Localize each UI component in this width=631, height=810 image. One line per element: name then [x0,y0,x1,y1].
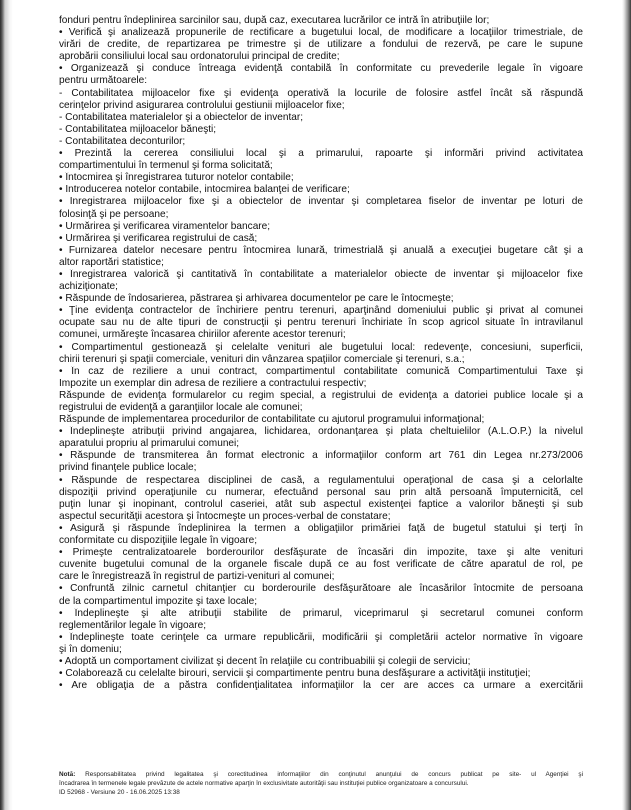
document-line: - Contabilitatea materialelor şi a obiectelor de inventar; [59,111,304,123]
document-line: • Înregistrarea valorică şi cantitativă în contabilitate a materialelor obiecte de inventar şi mijloacelor fixe [59,268,583,280]
document-line: fonduri pentru îndeplinirea sarcinilor sau, după caz, executarea lucrărilor ce intră în atribuţiile lor; [59,15,490,26]
document-line: • Prezintă la cererea consiliului local şi a primarului, rapoarte şi informări privind activitatea [59,148,583,160]
footer-note [59,770,583,797]
document-line: • Răspunde de respectarea disciplinei de casă, a regulamentului operaţional de casa şi a celorlalte [59,474,583,486]
document-line: • Colaborează cu celelalte birouri, servicii şi compartimente pentru buna desfăşurare a activităţii instituţiei; [59,668,531,680]
document-line: • Urmărirea şi verificarea viramentelor bancare; [59,220,271,232]
document-line: care le înregistrează în registrul de partizi-venituri al comunei; [59,571,335,583]
document-line: de la compartimentul impozite şi taxe locale; [59,595,258,607]
document-line: - Contabilitatea mijloacelor fixe şi evidenţa operativă la locurile de folosire astfel încât să răspundă [59,87,583,99]
document-line: virări de credite, de repartizarea pe trimestre şi de utilizare a fondului de rezervă, pe care le supune [59,39,583,51]
document-line: şi în domeniu; [59,643,122,655]
document-line: comunei, urmăreşte încasarea chiriilor aferente acestor terenuri; [59,329,346,341]
document-line: • Introducerea notelor contabile, intocmirea balanţei de verificare; [59,184,350,196]
document-line: compartimentului în termenul şi forma solicitată; [59,160,273,172]
document-line: • Îndeplineşte şi alte atribuţii stabilite de primarul, viceprimarul şi secretarul comunei conform [59,607,583,619]
document-line: • Organizează şi conduce întreaga evidenţă contabilă în conformitate cu prevederile legale în vigoare [59,63,583,75]
document-line: - Contabilitatea mijloacelor băneşti; [59,123,217,135]
document-line: • Ţine evidenţa contractelor de închiriere pentru terenuri, aparţinând domeniului public şi privat al comunei [59,305,583,317]
document-line: reglementărilor legale în vigoare; [59,619,207,631]
document-line: • Primeşte centralizatoarele borderourilor desfăşurate de încasări din impozite, taxe şi alte venituri [59,547,583,559]
document-line: conformitate cu dispoziţiile legale în vigoare; [59,535,258,547]
document-line: pentru următoarele: [59,75,148,87]
document-body [59,15,583,692]
document-line: • Adoptă un comportament civilizat şi decent în relaţiile cu contribuabilii şi colegii de serviciu; [59,655,471,667]
document-line: dispoziţii privind operaţiunile cu numerar, efectuând personal sau prin altă persoană împuternicită, cel [59,486,583,498]
document-line: • Îndeplineşte atribuţii privind angajarea, lichidarea, ordonanţarea şi plata cheltuielilor (A.L.O.P.) la nivelul [59,426,583,438]
document-line: • Furnizarea datelor necesare pentru întocmirea lunară, trimestrială şi anuală a execuţiei bugetare cât şi a [59,244,583,256]
document-line: • Inregistrarea mijloacelor fixe şi a obiectelor de inventar şi completarea fiselor de inventar pe loturi de [59,196,583,208]
footer-note-line-1 [59,770,583,779]
document-line: • Întocmirea şi înregistrarea tuturor notelor contabile; [59,172,294,184]
document-line: cuvenite bugetului comunal de la organele fiscale după ce au fost verificate de către aparatul de rol, pe [59,559,583,571]
document-line: chirii terenuri şi spaţii comerciale, venituri din vânzarea spaţiilor comerciale şi terenuri, s.a.; [59,353,465,365]
footer-note-line-2: încadrarea în termenele legale prevăzute de actele normative aparţin în exclusivitate autorităţii sau instituţiei publice organizatoare a concursului. [59,780,469,787]
document-line: ocupate sau nu de alte tipuri de construcţii şi pentru terenuri închiriate în scop agricol situate în intravilanul [59,317,583,329]
document-line: folosinţă şi pe persoane; [59,208,169,220]
document-line: • Verifică şi analizează propunerile de rectificare a bugetului local, de modificare a locaţiilor trimestriale, de [59,27,583,39]
footer-note-text-1: Responsabilitatea privind legalitatea şi corectitudinea informaţiilor din conţinutul anunţului de concurs publicat pe site- ul Agenţiei şi [85,771,583,778]
page-top-edge [0,0,631,10]
document-line: aparatului propriu al primarului comunei; [59,438,240,450]
document-line: Răspunde de evidenţa formularelor cu regim special, a registrului de evidenţa a datoriei publice locale şi a [59,389,583,401]
document-line: • Asigură şi răspunde îndeplinirea la termen a obligaţiilor primăriei faţă de bugetul statului şi terţi în [59,522,583,534]
document-line: aspectul securităţii acestora şi întocmeşte un proces-verbal de constatare; [59,510,391,522]
document-line: Răspunde de implementarea procedurilor de contabilitate cu ajutorul programului informaţional; [59,414,485,426]
scan-right-edge [622,0,631,810]
document-line: achiziţionate; [59,281,118,293]
document-line: • Urmărirea şi verificarea registrului de casă; [59,232,258,244]
document-line: • Confruntă zilnic carnetul chitanţier cu borderourile desfăşurătoare ale încasărilor întocmite de persoana [59,583,583,595]
document-line: • Are obligaţia de a păstra confidenţialitatea informaţiilor la cer are acces ca urmare a exercitării [59,680,583,692]
document-line: privind finanţele publice locale; [59,462,197,474]
document-line: registrului de evidenţă a garanţiilor locale ale comunei; [59,402,303,413]
document-line: aprobării consiliului local sau ordonatorului principal de credite; [59,51,340,63]
footer-id-version: ID 52968 - Versiune 20 - 16.06.2025 13:38 [59,789,180,796]
document-line: altor raportări statistice; [59,256,164,268]
document-line: Impozite un exemplar din adresa de reziliere a contractului respectiv; [59,377,367,389]
document-line: • În caz de reziliere a unui contract, compartimentul contabilitate comunică Compartimentului Taxe şi [59,365,583,377]
document-line: • Răspunde de îndosarierea, păstrarea şi arhivarea documentelor pe care le întocmeşte; [59,293,454,305]
document-line: cerinţelor privind asigurarea controlului gestiunii mijloacelor fixe; [59,99,345,111]
footer-note-label: Notă: [59,771,76,778]
document-line: - Contabilitatea deconturilor; [59,135,186,147]
document-line: • Compartimentul gestionează şi celelalte venituri ale bugetului local: redevenţe, concesiuni, superficii, [59,341,583,353]
document-line: • Îndeplineşte toate cerinţele ca urmare republicării, modificării şi completării actelor normative în vigoare [59,631,583,643]
document-line: • Răspunde de transmiterea ân format electronic a informaţiilor conform art 761 din Legea nr.273/2006 [59,450,583,462]
document-line: puţin lunar şi inopinant, controlul caseriei, atât sub aspectul existenţei faptice a valorilor băneşti şi sub [59,498,583,510]
scan-left-edge [0,0,13,810]
